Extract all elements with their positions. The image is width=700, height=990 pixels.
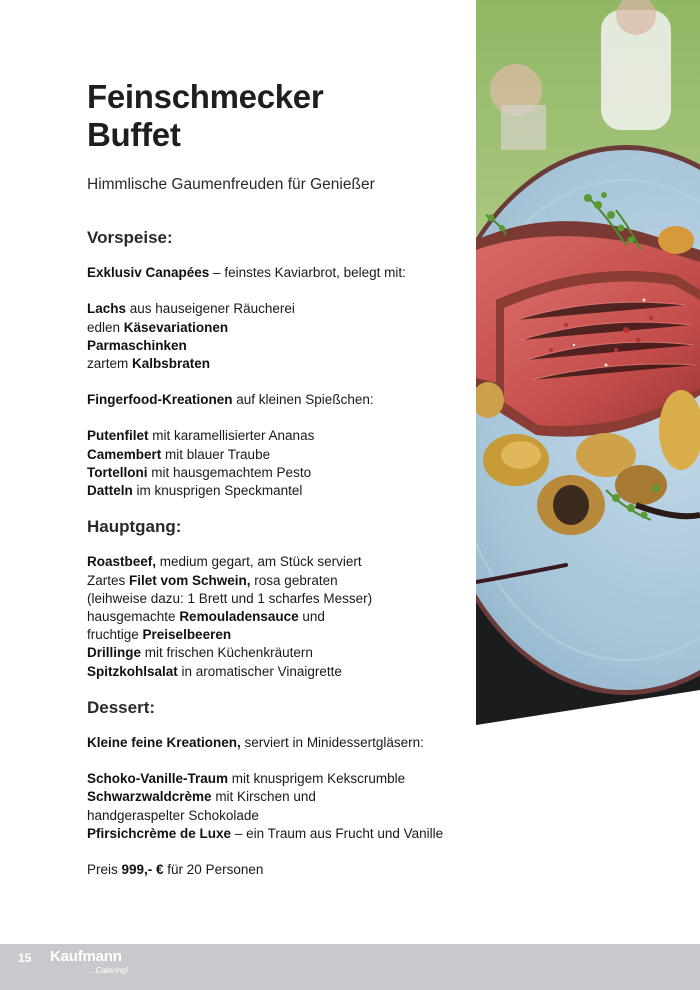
main-item: (leihweise dazu: 1 Brett und 1 scharfes Messer) <box>87 590 373 606</box>
main-item: Zartes Filet vom Schwein, rosa gebraten <box>87 572 338 588</box>
main-item: Spitzkohlsalat in aromatischer Vinaigrette <box>87 663 342 679</box>
brand-logo: Kaufmann <box>50 948 122 965</box>
fingerfood-line: Fingerfood-Kreationen auf kleinen Spießchen: <box>87 392 374 408</box>
dessert-item: Schoko-Vanille-Traum mit knusprigem Kekscrumble <box>87 771 406 787</box>
price-line: Preis 999,- € für 20 Personen <box>87 862 264 878</box>
skewer-item: Putenfilet mit karamellisierter Ananas <box>87 428 315 444</box>
dessert-intro: Kleine feine Kreationen, serviert in Minidessertgläsern: <box>87 735 424 751</box>
main-item: hausgemachte Remouladensauce und <box>87 609 325 625</box>
skewer-item: Datteln im knusprigen Speckmantel <box>87 483 303 499</box>
dessert-item: Schwarzwaldcrème mit Kirschen und <box>87 789 316 805</box>
skewer-item: Tortelloni mit hausgemachtem Pesto <box>87 464 312 480</box>
topping-item: Lachs aus hauseigener Räucherei <box>87 301 295 317</box>
title-line-1: Feinschmecker <box>87 78 324 115</box>
main-item: Roastbeef, medium gegart, am Stück serviert <box>87 554 362 570</box>
main-item: Drillinge mit frischen Küchenkräutern <box>87 645 313 661</box>
dessert-item: handgeraspelter Schokolade <box>87 807 259 823</box>
title-line-2: Buffet <box>87 116 181 153</box>
vorspeise-heading: Vorspeise: <box>87 228 173 247</box>
topping-item: edlen Käsevariationen <box>87 319 229 335</box>
menu-content <box>87 229 477 879</box>
page-number: 15 <box>18 951 32 965</box>
page-title <box>87 78 323 154</box>
skewer-item: Camembert mit blauer Traube <box>87 446 271 462</box>
brand-tagline: ...Catering! <box>89 966 129 975</box>
canapes-line: Exklusiv Canapées – feinstes Kaviarbrot, belegt mit: <box>87 265 406 281</box>
topping-item: zartem Kalbsbraten <box>87 356 211 372</box>
subtitle: Himmlische Gaumenfreuden für Genießer <box>87 176 375 193</box>
food-photo <box>476 0 700 725</box>
dessert-heading: Dessert: <box>87 697 156 717</box>
topping-item: Parmaschinken <box>87 337 187 353</box>
dessert-item: Pfirsichcrème de Luxe – ein Traum aus Frucht und Vanille <box>87 825 444 841</box>
hauptgang-heading: Hauptgang: <box>87 517 182 537</box>
main-item: fruchtige Preiselbeeren <box>87 627 232 643</box>
